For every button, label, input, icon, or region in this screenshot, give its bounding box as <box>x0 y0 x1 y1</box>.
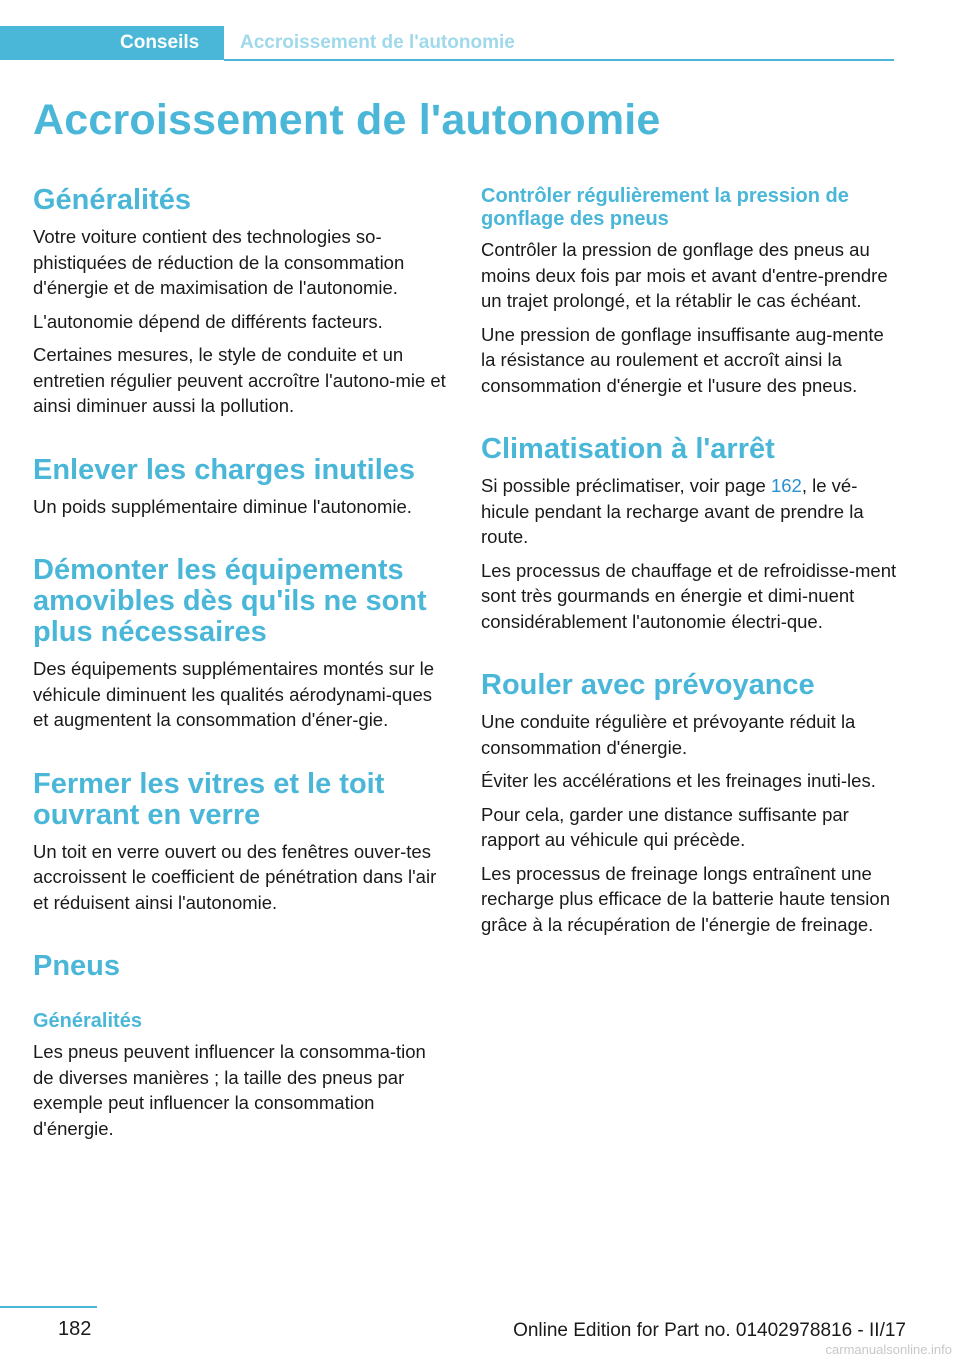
heading-pression: Contrôler régulièrement la pression de gonflage des pneus <box>481 185 849 230</box>
paragraph: Une pression de gonflage insuffisante aug-mente la résistance au roulement et accroît ainsi la consommation d'énergie et l'usure des pneus. <box>481 323 884 396</box>
page-header <box>0 26 960 62</box>
paragraph: Une conduite régulière et prévoyante réduit la consommation d'énergie. <box>481 711 856 758</box>
topic-tab[interactable]: Accroissement de l'autonomie <box>240 32 515 53</box>
section-tab[interactable]: Conseils <box>0 26 224 60</box>
paragraph: Un toit en verre ouvert ou des fenêtres ouver-tes accroissent le coefficient de pénétration dans l'air et réduisent ainsi l'autonomie. <box>33 840 437 913</box>
heading-generalites: Généralités <box>33 184 191 216</box>
header-divider <box>224 59 894 61</box>
page-link[interactable]: 162 <box>770 475 802 496</box>
paragraph: Éviter les accélérations et les freinages inuti-les. <box>481 770 876 791</box>
watermark: carmanualsonline.info <box>825 1342 952 1357</box>
subheading-pneus-generalites: Généralités <box>33 1010 142 1032</box>
paragraph: Certaines mesures, le style de conduite et un entretien régulier peuvent accroître l'autono-mie et ainsi diminuer aussi la pollution. <box>33 344 446 416</box>
footer-divider <box>0 1306 97 1308</box>
paragraph: Les processus de chauffage et de refroidisse-ment sont très gourmands en énergie et dimi-nuent considérablement l'autonomie électri-que. <box>481 559 897 632</box>
paragraph: Les processus de freinage longs entraînent une recharge plus efficace de la batterie haute tension grâce à la récupération de l'énergie de freinage. <box>481 862 890 935</box>
paragraph: L'autonomie dépend de différents facteurs. <box>33 310 383 332</box>
heading-climatisation: Climatisation à l'arrêt <box>481 433 775 465</box>
right-column <box>481 185 897 945</box>
heading-vitres: Fermer les vitres et le toit ouvrant en verre <box>33 767 385 831</box>
paragraph: Des équipements supplémentaires montés sur le véhicule diminuent les qualités aérodynami-ques et augmentent la consommation d'éner-gie. <box>33 658 435 730</box>
heading-charges: Enlever les charges inutiles <box>33 453 416 486</box>
edition-note: Online Edition for Part no. 01402978816 - II/17 <box>513 1320 906 1341</box>
heading-pneus: Pneus <box>33 950 121 982</box>
paragraph: Contrôler la pression de gonflage des pneus au moins deux fois par mois et avant d'entre-prendre un trajet prolongé, et la rétablir le cas échéant. <box>481 239 888 311</box>
paragraph <box>481 473 897 550</box>
heading-equipements: Démonter les équipements amovibles dès qu'ils ne sont plus nécessaires <box>33 554 427 648</box>
page-number: 182 <box>58 1318 92 1340</box>
paragraph: Un poids supplémentaire diminue l'autonomie. <box>33 495 412 517</box>
text-span: , le vé-hicule pendant la recharge avant de prendre la route. <box>481 475 864 547</box>
page-title: Accroissement de l'autonomie <box>33 96 661 144</box>
heading-prevoyance: Rouler avec prévoyance <box>481 669 815 701</box>
paragraph: Pour cela, garder une distance suffisante par rapport au véhicule qui précède. <box>481 803 849 850</box>
text-span: Si possible préclimatiser, voir page <box>481 475 771 496</box>
left-column <box>33 185 449 1149</box>
paragraph: Les pneus peuvent influencer la consomma-tion de diverses manières ; la taille des pneus par exemple peut influencer la consommation d'énergie. <box>33 1041 426 1139</box>
paragraph: Votre voiture contient des technologies so-phistiquées de réduction de la consommation d'énergie et de maximisation de l'autonomie. <box>33 226 405 298</box>
